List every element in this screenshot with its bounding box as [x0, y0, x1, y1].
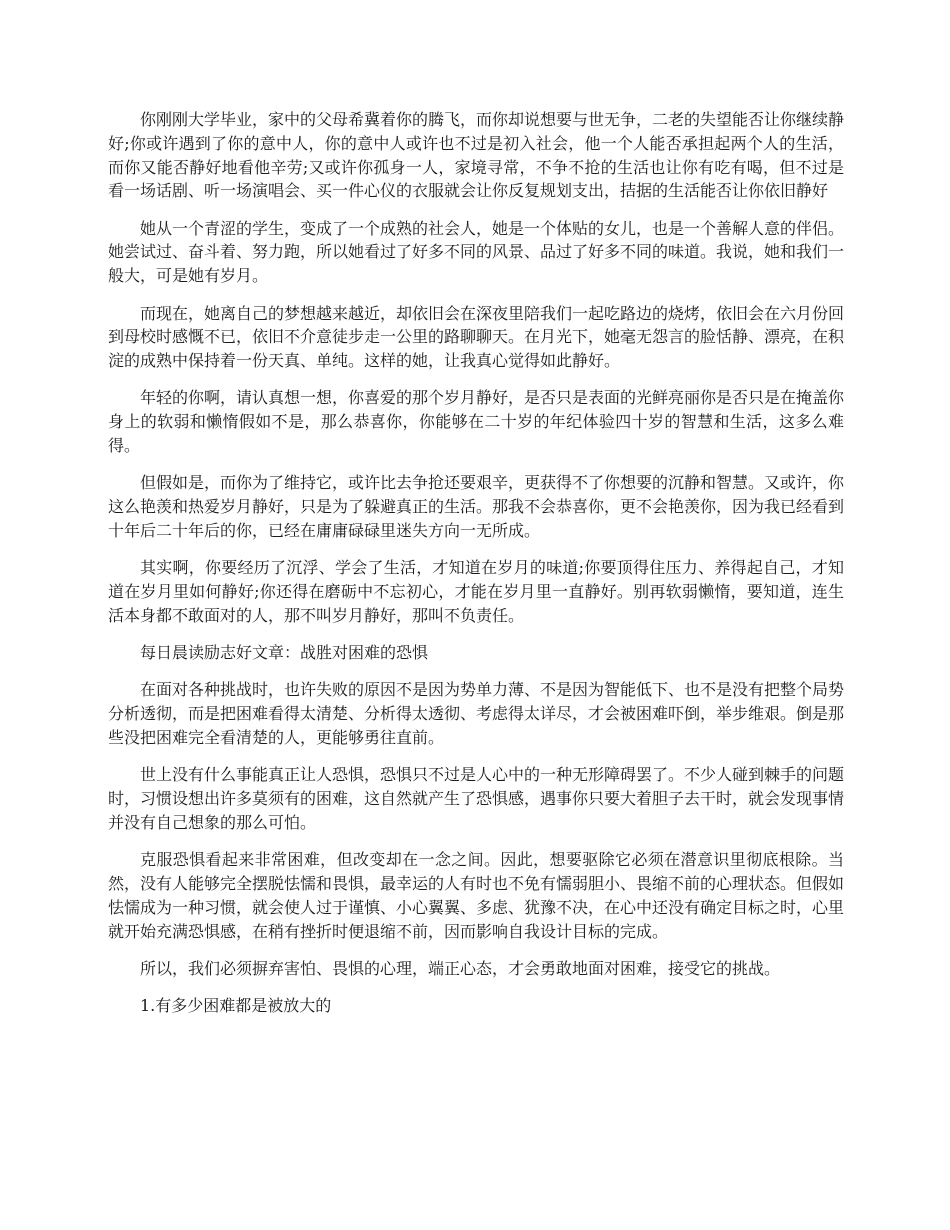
paragraph: 年轻的你啊，请认真想一想，你喜爱的那个岁月静好，是否只是表面的光鲜亮丽你是否只是在掩盖你身上的软弱和懒惰假如不是，那么恭喜你，你能够在二十岁的年纪体验四十岁的智慧和生活，这多么难得。	[108, 388, 845, 456]
paragraph: 而现在，她离自己的梦想越来越近，却依旧会在深夜里陪我们一起吃路边的烧烤，依旧会在六月份回到母校时感慨不已，依旧不介意徒步走一公里的路聊聊天。在月光下，她毫无怨言的脸恬静、漂亮，在积淀的成熟中保持着一份天真、单纯。这样的她，让我真心觉得如此静好。	[108, 303, 845, 371]
paragraph: 其实啊，你要经历了沉浮、学会了生活，才知道在岁月的味道;你要顶得住压力、养得起自己，才知道在岁月里如何静好;你还得在磨砺中不忘初心，才能在岁月里一直静好。别再软弱懒惰，要知道，连生活本身都不敢面对的人，那不叫岁月静好，那叫不负责任。	[108, 558, 844, 625]
paragraph: 她从一个青涩的学生，变成了一个成熟的社会人，她是一个体贴的女儿，也是一个善解人意的伴侣。她尝试过、奋斗着、努力跑，所以她看过了好多不同的风景、品过了好多不同的味道。我说，她和我们一般大，可是她有岁月。	[108, 218, 845, 286]
paragraph: 在面对各种挑战时，也许失败的原因不是因为势单力薄、不是因为智能低下、也不是没有把整个局势分析透彻，而是把困难看得太清楚、分析得太透彻、考虑得太详尽，才会被困难吓倒，举步维艰。倒是那些没把困难完全看清楚的人，更能够勇往直前。	[108, 680, 845, 748]
section-heading: 1.有多少困难都是被放大的	[140, 996, 332, 1016]
paragraph: 世上没有什么事能真正让人恐惧，恐惧只不过是人心中的一种无形障碍罢了。不少人碰到棘手的问题时，习惯设想出许多莫须有的困难，这自然就产生了恐惧感，遇事你只要大着胆子去干时，就会发现事情并没有自己想象的那么可怕。	[108, 765, 845, 832]
document-page	[108, 108, 844, 1032]
paragraph: 克服恐惧看起来非常困难，但改变却在一念之间。因此，想要驱除它必须在潜意识里彻底根除。当然，没有人能够完全摆脱怯懦和畏惧，最幸运的人有时也不免有懦弱胆小、畏缩不前的心理状态。但假如怯懦成为一种习惯，就会使人过于谨慎、小心翼翼、多虑、犹豫不决，在心中还没有确定目标之时，心里就开始充满恐惧感，在稍有挫折时便退缩不前，因而影响自我设计目标的完成。	[108, 850, 845, 941]
paragraph: 所以，我们必须摒弃害怕、畏惧的心理，端正心态，才会勇敢地面对困难，接受它的挑战。	[140, 958, 781, 978]
paragraph: 你刚刚大学毕业，家中的父母希冀着你的腾飞，而你却说想要与世无争，二老的失望能否让你继续静好;你或许遇到了你的意中人，你的意中人或许也不过是初入社会，他一个人能否承担起两个人的生活，而你又能否静好地看他辛劳;又或许你孤身一人，家境寻常，不争不抢的生活也让你有吃有喝，但不过是看一场话剧、听一场演唱会、买一件心仪的衣服就会让你反复规划支出，拮据的生活能否让你依旧静好	[108, 110, 845, 201]
paragraph: 但假如是，而你为了维持它，或许比去争抢还要艰辛，更获得不了你想要的沉静和智慧。又或许，你这么艳羡和热爱岁月静好，只是为了躲避真正的生活。那我不会恭喜你，更不会艳羡你，因为我已经看到十年后二十年后的你，已经在庸庸碌碌里迷失方向一无所成。	[108, 473, 845, 540]
article-title: 每日晨读励志好文章：战胜对困难的恐惧	[140, 643, 429, 663]
